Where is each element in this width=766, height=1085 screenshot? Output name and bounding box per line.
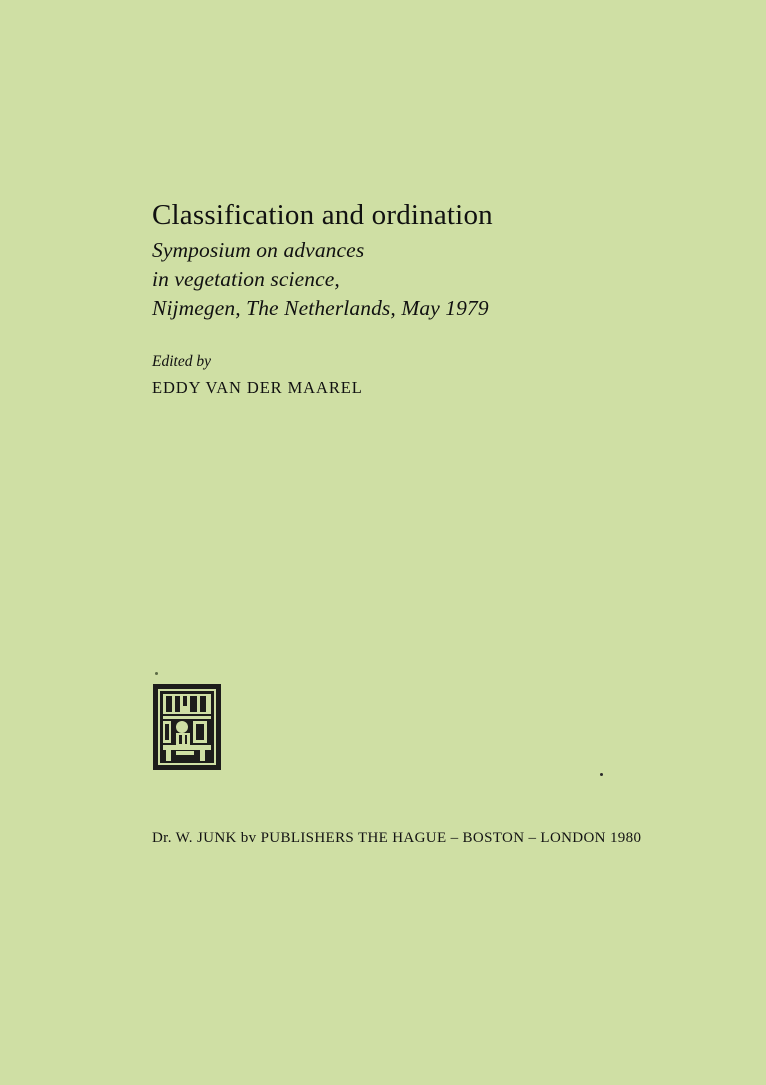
subtitle-line-2: in vegetation science,: [152, 267, 340, 291]
publisher-imprint: Dr. W. JUNK bv PUBLISHERS THE HAGUE – BOSTON – LONDON 1980: [152, 830, 642, 846]
page-title: Classification and ordination: [152, 199, 493, 231]
editor-block: [152, 352, 572, 398]
subtitle-line-1: Symposium on advances: [152, 238, 365, 262]
stray-mark-lower: [600, 773, 603, 776]
edited-by-label: Edited by: [152, 353, 211, 370]
stray-mark-upper: [155, 672, 158, 675]
title-block: [152, 198, 672, 323]
cover-content: [152, 0, 712, 1085]
subtitle-line-3: Nijmegen, The Netherlands, May 1979: [152, 296, 489, 320]
publisher-woodcut-logo-icon: [152, 683, 222, 771]
editor-name: EDDY VAN DER MAAREL: [152, 378, 363, 397]
